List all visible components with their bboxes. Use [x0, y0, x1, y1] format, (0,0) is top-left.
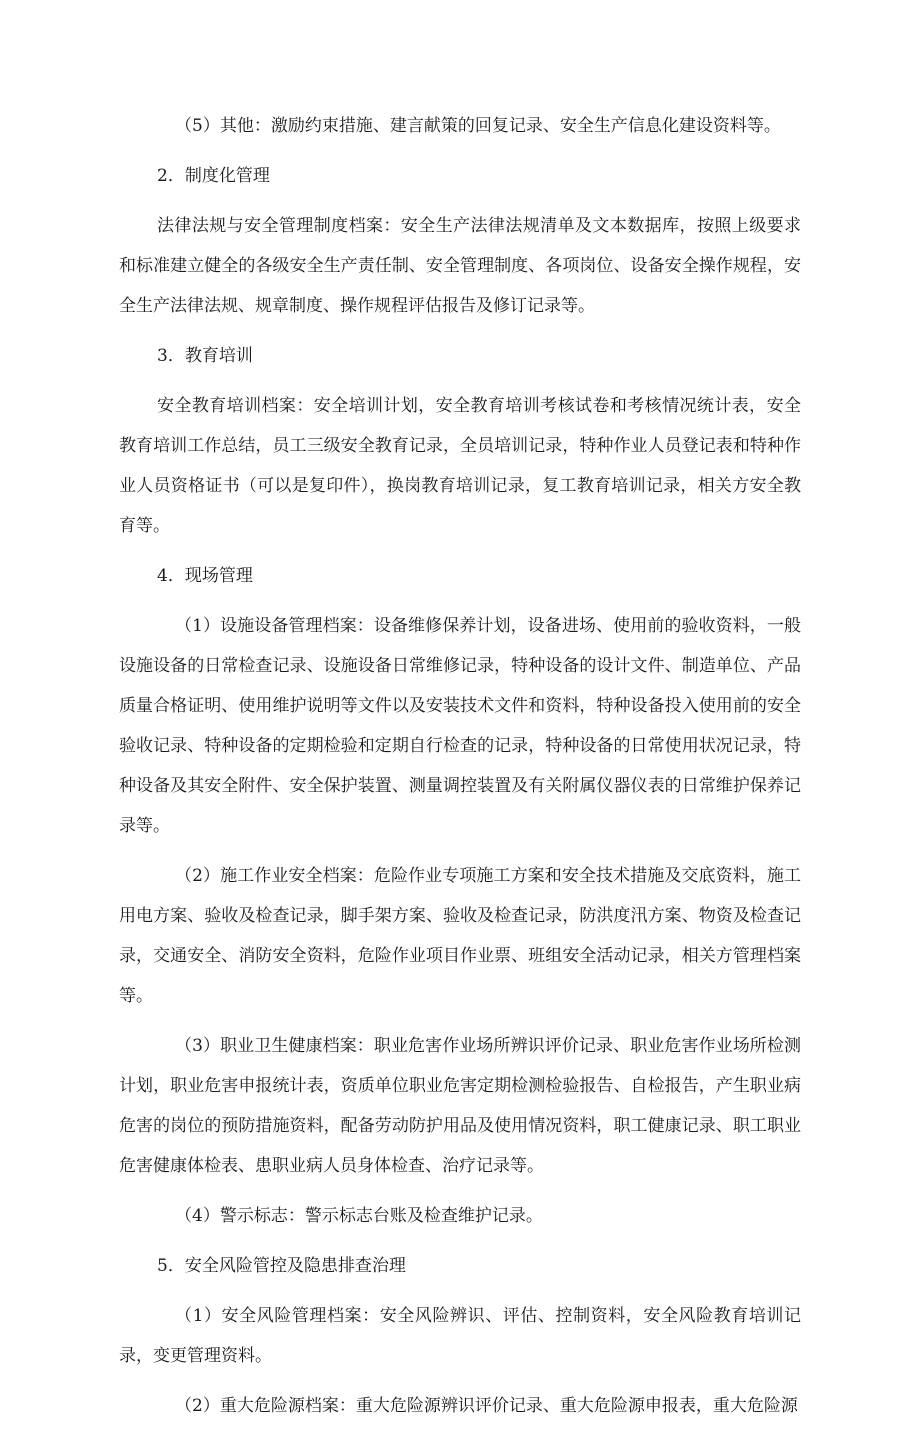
section-heading-risk-control: 5．安全风险管控及隐患排查治理 [157, 1256, 406, 1276]
paragraph-safety-training: 安全教育培训档案：安全培训计划，安全教育培训考核试卷和考核情况统计表，安全教育培训工作总结，员工三级安全教育记录，全员培训记录，特种作业人员登记表和特种作业人员资格证书（可以是复印件），换岗教育培训记录，复工教育培训记录，相关方安全教育等。 [119, 396, 801, 536]
paragraph-equipment-management: （1）设施设备管理档案：设备维修保养计划，设备进场、使用前的验收资料，一般设施设备的日常检查记录、设施设备日常维修记录，特种设备的设计文件、制造单位、产品质量合格证明、使用维护说明等文件以及安装技术文件和资料，特种设备投入使用前的安全验收记录、特种设备的定期检验和定期自行检查的记录，特种设备的日常使用状况记录，特种设备及其安全附件、安全保护装置、测量调控装置及有关附属仪器仪表的日常维护保养记录等。 [119, 616, 801, 836]
paragraph-occupational-health: （3）职业卫生健康档案：职业危害作业场所辨识评价记录、职业危害作业场所检测计划，职业危害申报统计表，资质单位职业危害定期检测检验报告、自检报告，产生职业病危害的岗位的预防措施资料，配备劳动防护用品及使用情况资料，职工健康记录、职工职业危害健康体检表、患职业病人员身体检查、治疗记录等。 [119, 1036, 801, 1176]
paragraph-other-records: （5）其他：激励约束措施、建言献策的回复记录、安全生产信息化建设资料等。 [175, 116, 781, 136]
section-heading-institutional-management: 2．制度化管理 [157, 166, 270, 186]
section-heading-education-training: 3．教育培训 [157, 346, 253, 366]
paragraph-risk-management: （1）安全风险管理档案：安全风险辨识、评估、控制资料，安全风险教育培训记录，变更管理资料。 [119, 1306, 801, 1366]
paragraph-construction-safety: （2）施工作业安全档案：危险作业专项施工方案和安全技术措施及交底资料，施工用电方案、验收及检查记录，脚手架方案、验收及检查记录，防洪度汛方案、物资及检查记录，交通安全、消防安全资料，危险作业项目作业票、班组安全活动记录，相关方管理档案等。 [119, 866, 801, 1006]
document-body [119, 106, 801, 1436]
paragraph-warning-signs: （4）警示标志：警示标志台账及检查维护记录。 [175, 1206, 543, 1226]
section-heading-site-management: 4．现场管理 [157, 566, 253, 586]
paragraph-laws-regulations: 法律法规与安全管理制度档案：安全生产法律法规清单及文本数据库，按照上级要求和标准建立健全的各级安全生产责任制、安全管理制度、各项岗位、设备安全操作规程，安全生产法律法规、规章制度、操作规程评估报告及修订记录等。 [119, 216, 801, 316]
paragraph-major-hazards: （2）重大危险源档案：重大危险源辨识评价记录、重大危险源申报表，重大危险源 [175, 1396, 798, 1416]
